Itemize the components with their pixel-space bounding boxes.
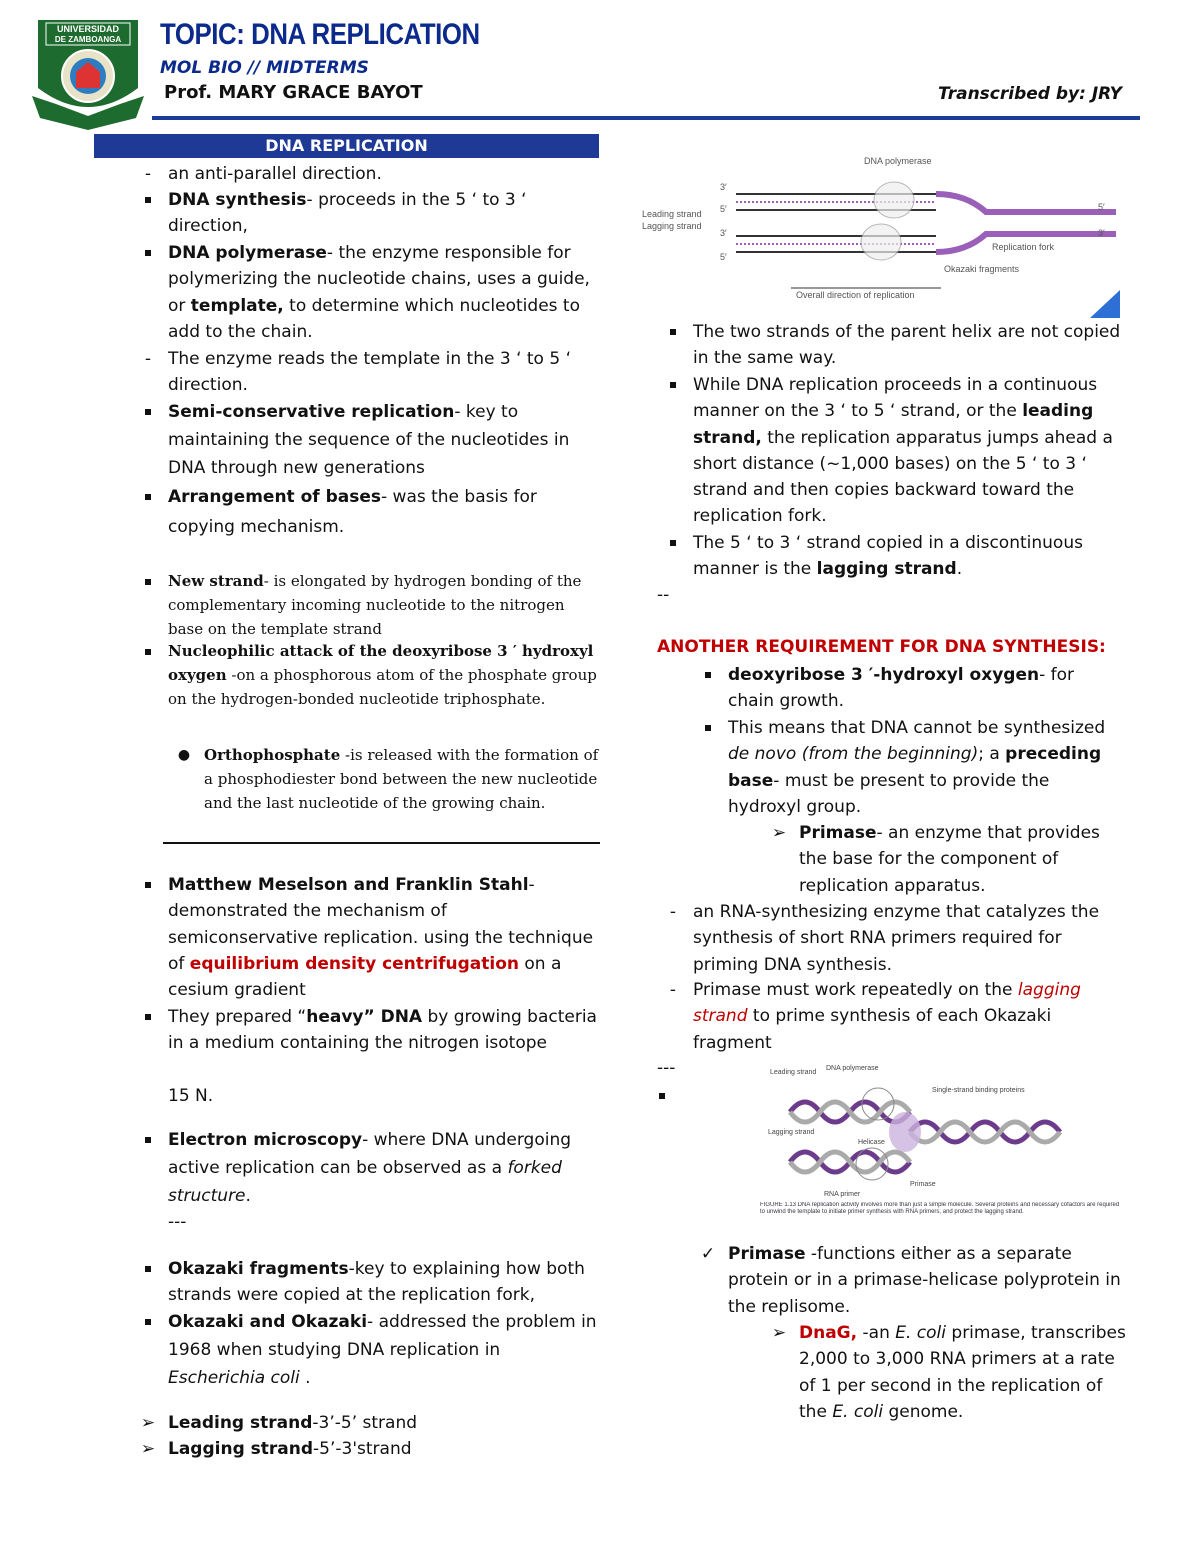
svg-text:Leading strand: Leading strand [770,1069,817,1076]
svg-text:5′: 5′ [720,252,727,262]
svg-text:Lagging strand: Lagging strand [768,1129,815,1136]
list-item: ● Orthophosphate -is released with the formation of a phosphodiester bond between the new nucleotide and the last nucleotide of the growing chain. [177,746,599,812]
label-direction: Overall direction of replication [796,290,915,300]
list-item: They prepared “heavy” DNA by growing bacteria in a medium containing the nitrogen isotope [168,1004,600,1057]
label-dna-polymerase: DNA polymerase [864,156,932,166]
svg-text:Primase: Primase [910,1181,936,1188]
label-lagging-strand: Lagging strand [642,221,702,231]
list-item: deoxyribose 3 ′-hydroxyl oxygen- for chain growth. [728,662,1125,715]
list-item: DNA synthesis- proceeds in the 5 ‘ to 3 ‘ direction, [168,187,600,240]
header-rule [152,116,1140,120]
svg-text:5′: 5′ [720,204,727,214]
svg-text:5′: 5′ [1098,202,1105,212]
list-item: Okazaki fragments-key to explaining how both strands were copied at the replication fork, [168,1256,600,1309]
figure-caption: FIGURE 1.13 DNA replication activity involves more than just a simple molecule. Several proteins and necessary cofactors are required to unwind the template to initiate primer synthesis with RNA primers, and protect the lagging strand. [760,1202,1120,1215]
separator: -- [657,585,670,605]
list-item: - an anti-parallel direction. [144,164,382,184]
svg-text:Single-strand binding proteins: Single-strand binding proteins [932,1087,1025,1094]
transcriber: Transcribed by: JRY [937,84,1122,104]
divider [163,842,600,844]
requirement-heading: ANOTHER REQUIREMENT FOR DNA SYNTHESIS: [657,637,1106,657]
replisome-diagram [760,1062,1120,1230]
list-item: Arrangement of bases- was the basis for copying mechanism. [168,482,600,542]
university-logo [32,14,144,132]
svg-text:3′: 3′ [1098,228,1105,238]
label-replication-fork: Replication fork [992,242,1055,252]
list-item: Okazaki and Okazaki- addressed the problem in 1968 when studying DNA replication in Escherichia coli . [168,1308,600,1392]
list-item: This means that DNA cannot be synthesized de novo (from the beginning); a preceding base- must be present to provide the hydroxyl group. [728,715,1125,820]
list-item: While DNA replication proceeds in a continuous manner on the 3 ‘ to 5 ‘ strand, or the leading strand, the replication apparatus jumps ahead a short distance (~1,000 bases) on the 5 ‘ to 3 ‘ strand and then copies backward toward the replication fork. [693,372,1125,530]
list-item: Semi-conservative replication- key to maintaining the sequence of the nucleotides in DNA through new generations [168,398,600,482]
label-leading-strand: Leading strand [642,209,702,219]
list-item: ➢ Lagging strand-5’-3'strand [140,1439,412,1459]
svg-text:RNA primer: RNA primer [824,1191,861,1198]
label-okazaki-fragments: Okazaki fragments [944,264,1020,274]
list-item: New strand- is elongated by hydrogen bonding of the complementary incoming nucleotide to the nitrogen base on the template strand [168,570,600,641]
svg-text:DE ZAMBOANGA: DE ZAMBOANGA [54,35,122,44]
professor-name: Prof. MARY GRACE BAYOT [164,82,423,103]
corner-triangle-icon [1090,290,1120,318]
list-item: DNA polymerase- the enzyme responsible for polymerizing the nucleotide chains, uses a guide, or template, to determine which nucleotides to add to the chain. [168,240,600,345]
separator: --- [168,1212,187,1232]
replication-fork-diagram [636,150,1126,305]
list-item: - Primase must work repeatedly on the lagging strand to prime synthesis of each Okazaki fragment [669,980,1081,1053]
list-item: The two strands of the parent helix are not copied in the same way. [693,319,1125,372]
bullet-marker [659,1086,665,1106]
svg-text:UNIVERSIDAD: UNIVERSIDAD [56,24,120,34]
list-item: ✓ Primase -functions either as a separate protein or in a primase-helicase polyprotein in the replisome. [700,1244,1121,1317]
svg-text:Helicase: Helicase [858,1139,885,1146]
list-item: - The enzyme reads the template in the 3 ‘ to 5 ‘ direction. [144,349,571,396]
list-item: 15 N. [168,1086,214,1106]
svg-text:3′: 3′ [720,228,727,238]
list-item: - an RNA-synthesizing enzyme that catalyzes the synthesis of short RNA primers required for priming DNA synthesis. [669,902,1100,975]
svg-text:3′: 3′ [720,182,727,192]
separator: --- [657,1058,676,1078]
document-title: TOPIC: DNA REPLICATION [160,18,480,51]
list-item: ➢ Primase- an enzyme that provides the base for the component of replication apparatus. [771,823,1100,896]
list-item: ➢ Leading strand-3’-5’ strand [140,1413,418,1433]
list-item: Electron microscopy- where DNA undergoing active replication can be observed as a forked structure. [168,1126,600,1210]
section-title: DNA REPLICATION [94,134,599,158]
list-item: ➢ DnaG, -an E. coli primase, transcribes 2,000 to 3,000 RNA primers at a rate of 1 per second in the replication of the E. coli genome. [771,1323,1126,1422]
course-label: MOL BIO // MIDTERMS [160,58,369,78]
list-item: Nucleophilic attack of the deoxyribose 3 ′ hydroxyl oxygen -on a phosphorous atom of the phosphate group on the hydrogen-bonded nucleotide triphosphate. [168,640,600,711]
svg-text:DNA polymerase: DNA polymerase [826,1065,879,1072]
list-item: Matthew Meselson and Franklin Stahl- demonstrated the mechanism of semiconservative replication. using the technique of equilibrium density centrifugation on a cesium gradient [168,872,600,1003]
list-item: The 5 ‘ to 3 ‘ strand copied in a discontinuous manner is the lagging strand. [693,530,1125,583]
